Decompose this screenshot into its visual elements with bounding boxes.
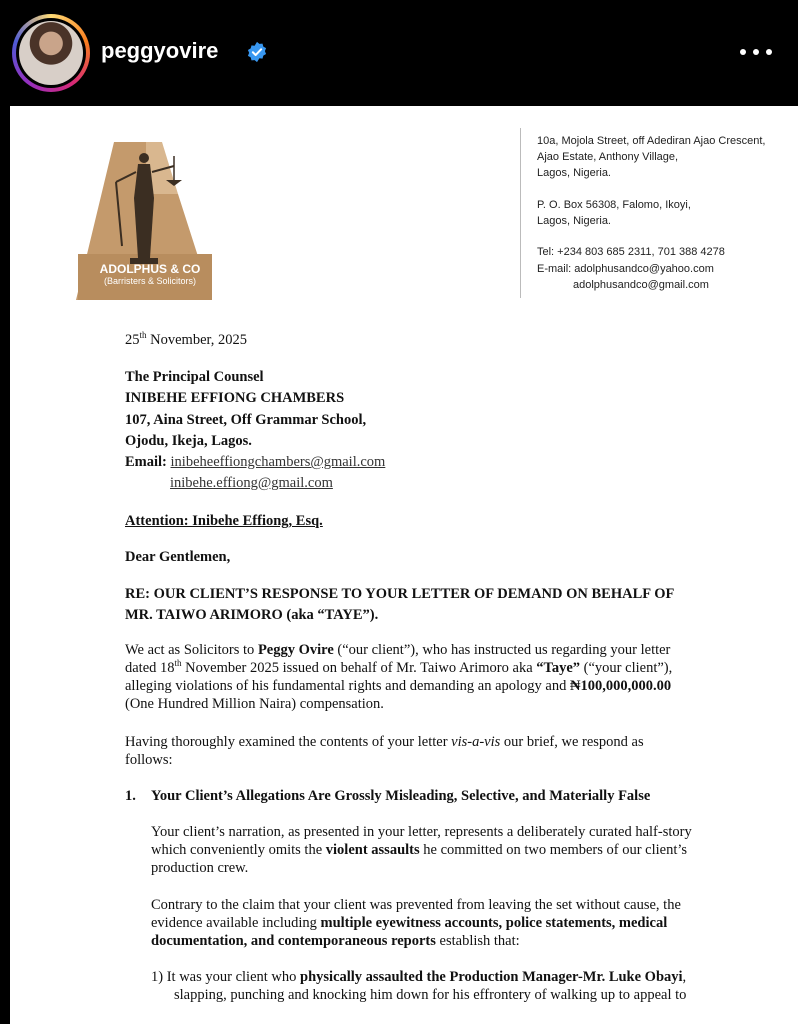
email-link[interactable]: inibeheeffiongchambers@gmail.com xyxy=(170,454,386,470)
letter-date: 25th November, 2025 xyxy=(125,330,248,348)
firm-email: E-mail: adolphusandco@yahoo.com xyxy=(537,263,714,275)
username[interactable]: peggyovire xyxy=(101,38,219,63)
email-link[interactable]: inibehe.effiong@gmail.com xyxy=(170,475,333,491)
profile-photo xyxy=(19,21,83,85)
paragraph-line: follows: xyxy=(125,752,173,768)
recipient-line: 107, Aina Street, Off Grammar School, xyxy=(125,412,367,428)
paragraph-line: We act as Solicitors to Peggy Ovire (“our client”), who has instructed us regarding your letter xyxy=(125,642,671,658)
paragraph-line: Having thoroughly examined the contents of your letter vis-a-vis our brief, we respond as xyxy=(125,734,644,750)
salutation: Dear Gentlemen, xyxy=(125,549,231,565)
paragraph-line: evidence available including multiple eyewitness accounts, police statements, medical xyxy=(151,915,668,931)
paragraph-line: alleging violations of his fundamental rights and demanding an apology and ₦100,000,000.00 xyxy=(125,678,672,694)
paragraph-line: dated 18th November 2025 issued on behalf of Mr. Taiwo Arimoro aka “Taye” (“your client”), xyxy=(125,658,673,676)
subject-line: RE: OUR CLIENT’S RESPONSE TO YOUR LETTER OF DEMAND ON BEHALF OF xyxy=(125,586,675,602)
telephone: Tel: +234 803 685 2311, 701 388 4278 xyxy=(537,246,725,258)
po-box-line: P. O. Box 56308, Falomo, Ikoyi, xyxy=(537,199,691,211)
list-item: 1) It was your client who physically assaulted the Production Manager-Mr. Luke Obayi, xyxy=(151,969,687,985)
list-item-line: slapping, punching and knocking him down for his effrontery of walking up to appeal to xyxy=(174,987,687,1003)
recipient-line: Ojodu, Ikeja, Lagos. xyxy=(125,433,252,449)
paragraph-line: (One Hundred Million Naira) compensation. xyxy=(125,696,384,712)
story-ring[interactable] xyxy=(12,14,90,92)
avatar[interactable] xyxy=(16,18,86,88)
paragraph-line: which conveniently omits the violent assaults he committed on two members of our client’s xyxy=(151,842,688,858)
po-box-line: Lagos, Nigeria. xyxy=(537,215,611,227)
paragraph-line: Your client’s narration, as presented in your letter, represents a deliberately curated half-story xyxy=(151,824,692,840)
firm-subtitle: (Barristers & Solicitors) xyxy=(103,276,196,286)
paragraph-line: Contrary to the claim that your client was prevented from leaving the set without cause, the xyxy=(151,897,681,913)
paragraph-line: production crew. xyxy=(151,860,249,876)
firm-email-alt: adolphusandco@gmail.com xyxy=(573,279,709,291)
attention-line: Attention: Inibehe Effiong, Esq. xyxy=(125,513,323,529)
post-header xyxy=(0,0,798,106)
section-heading: Your Client’s Allegations Are Grossly Misleading, Selective, and Materially False xyxy=(151,788,651,804)
address-divider xyxy=(520,128,521,298)
recipient-line: The Principal Counsel xyxy=(125,369,264,385)
firm-name: ADOLPHUS & CO xyxy=(99,262,201,276)
paragraph-line: documentation, and contemporaneous reports establish that: xyxy=(151,933,520,949)
section-number: 1. xyxy=(125,788,136,804)
address-line: Ajao Estate, Anthony Village, xyxy=(537,151,679,163)
recipient-line: INIBEHE EFFIONG CHAMBERS xyxy=(125,390,345,406)
address-line: Lagos, Nigeria. xyxy=(537,167,611,179)
recipient-email: Email: inibeheeffiongchambers@gmail.com xyxy=(125,454,386,470)
more-options-icon[interactable] xyxy=(736,40,776,64)
subject-line: MR. TAIWO ARIMORO (aka “TAYE”). xyxy=(125,607,379,623)
recipient-email-alt xyxy=(170,474,333,492)
verified-badge-icon xyxy=(246,41,268,63)
address-line: 10a, Mojola Street, off Adediran Ajao Crescent, xyxy=(537,135,766,147)
letter-page xyxy=(10,106,798,1024)
